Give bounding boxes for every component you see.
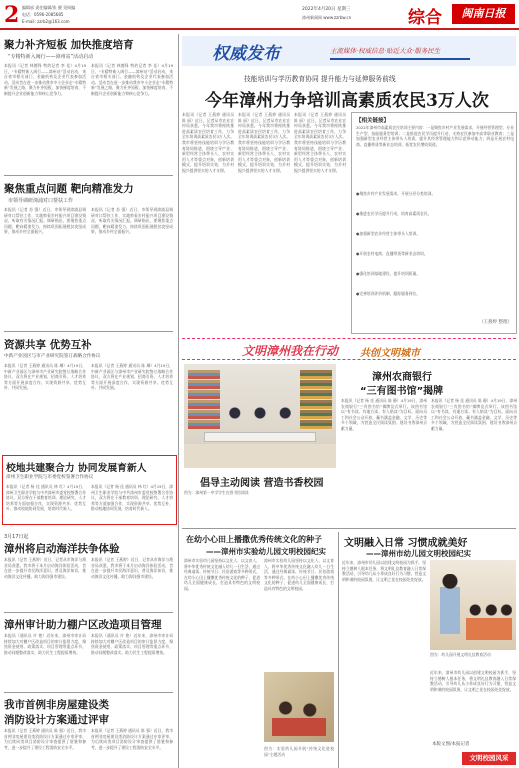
photo-headline: 倡导主动阅读 营造书香校园: [200, 478, 324, 489]
article-body-continued: 本报讯（记者 王燕婷 通讯员 陈 强）近日，我市首例非房屋建设类消防设计方案通过专家评审，为后续同类项目消防设计审查提供了借鉴和参考，进一步提升了建设工程消防安全水平。: [91, 728, 173, 750]
child-figures: [272, 696, 326, 736]
photo-caption: 图为：幼儿园开展文明礼仪教育活动: [430, 652, 491, 657]
page-number: 2: [4, 2, 20, 28]
article-body-continued: 本报讯（通讯员 许 艳）近年来，漳州市审计局持续加大对棚户区改造项目的审计监督力度，聚焦资金使用、政策落实、项目管理等重点环节，推动问题整改落实，助力民生工程提质增效。: [91, 633, 173, 655]
left-column: [0, 33, 177, 768]
banner-accent: [330, 58, 470, 60]
newspaper-logo: 闽南日报: [452, 4, 515, 24]
section-footer-tag: 文明校园风采: [462, 752, 516, 765]
phone-line: 电话：0596-2085685: [22, 12, 64, 17]
column-divider: [338, 532, 339, 768]
article-body-continued: 本报讯（记者 王燕婷 通讯员 陈 琳）4月19日，中新产业园区与漳州市产业研究院签订战略合作协议，双方将在产业规划、招商引资、人才培养等方面开展深度合作，实现资源共享、优势互补、共同发展。: [91, 363, 173, 391]
teacher-figure: [440, 574, 460, 634]
feature-banner: [182, 36, 516, 66]
article-title: 漳州审计助力棚户区改造项目管理: [4, 619, 162, 631]
box-credit: （王燕婷 整理）: [479, 320, 512, 325]
article-body-continued: 本报讯（记者 苏 强）近日，市领导到漳浦县调研对口帮扶工作，实地察看乡村振兴项目建设情况，听取有关情况汇报。调研指出，要聚焦重点问题，靶向精准发力，持续巩固拓展脱贫攻坚成果，推动乡村全面振兴。: [91, 207, 173, 235]
story-title-line2: “三有图书馆”揭牌: [360, 386, 444, 397]
bottom-article-title: 文明融入日常 习惯成就美好: [344, 538, 468, 549]
article-body: 本报讯（记者 林德锋 特约记者 李 佳）4月19日，“专精特新入闽行——漳州站”活动启动，来自省市相关部门、金融机构及企业代表参加活动。活动旨在进一步推动我市中小企业走“专精特新”发展之路，聚力补齐短板，加快梯度培育，不断提升企业创新能力和核心竞争力。: [4, 63, 86, 96]
column-divider: [178, 34, 179, 768]
credit-line: 本版文图/本报记者: [432, 742, 470, 747]
article-body: 本报讯（通讯员 许 艳）近年来，漳州市审计局持续加大对棚户区改造项目的审计监督力度，聚焦资金使用、政策落实、项目管理等重点环节，推动问题整改落实，助力民生工程提质增效。: [4, 633, 86, 655]
article-subtitle: 漳州卫生职业学院与市委党校签署合作协议: [6, 475, 94, 480]
article-kicker: 3月17日起: [4, 534, 29, 540]
box-item: ●强化培训基地建设，提升培训质量。: [356, 271, 421, 276]
divider: [4, 612, 173, 613]
editor-line: 编辑部 责任编辑/张 健 见网编: [22, 5, 76, 10]
box-item: ●加强新型农业经营主体带头人培训。: [356, 231, 421, 236]
article-body: 本报讯（记者 杨 佳 通讯员 林 红）4月19日，漳州卫生职业学院与中共漳州市委党校签署合作协议，双方将在干部教育培训、理论研究、人才培养等方面加强合作，实现资源共享、优势互补，推动校地协同发展，培育时代新人。: [6, 484, 86, 512]
date-line: 2022年4月20日 星期三: [302, 7, 351, 12]
floor: [184, 444, 336, 468]
box-body: 2022年漳州市高素质农民培训主要内容：一是聚焦乡村产业发展需求，开展经营管理型、专业生产型、技能服务型培训；二是推进农民学历提升行动，支持农民参加中高等职业教育；三是加强新型农业经营主体带头人培训，提升其经营管理能力和示范带动能力；四是开展农村电商、直播带货等新业态培训，拓宽农民增收渠道。: [356, 125, 514, 147]
article-subtitle: 市领导调研漳浦对口帮扶工作: [8, 198, 74, 204]
divider: [4, 175, 173, 176]
photo-note: 图为：漳州第一中学学生在图书馆阅读: [184, 490, 249, 495]
related-links-box: [351, 112, 517, 334]
bottom-article-body: 漳州市实验幼儿园坚持以文化人、以文育人，将中华优秀传统文化融入幼儿一日生活，通过经典诵读、传统节日、民俗游戏等多种形式，在幼小心田上播撒优秀传统文化的种子，促进幼儿全面健康成长，打造具有特色的文明校园。: [184, 558, 260, 591]
feature-headline: 今年漳州力争培训高素质农民3万人次: [205, 91, 489, 111]
box-item: ●聚焦乡村产业发展需求，开展分层分类培训。: [356, 191, 436, 196]
article-body: 本报讯（记者 苏 强）近日，市领导到漳浦县调研对口帮扶工作，实地察看乡村振兴项目建设情况，听取有关情况汇报。调研指出，要聚焦重点问题，靶向精准发力，持续巩固拓展脱贫攻坚成果，推动乡村全面振兴。: [4, 207, 86, 235]
bottom-article-body-continued: 漳州市实验幼儿园坚持以文化人、以文育人，将中华优秀传统文化融入幼儿一日生活，通过经典诵读、传统节日、民俗游戏等多种形式，在幼小心田上播撒优秀传统文化的种子，促进幼儿全面健康成长，打造具有特色的文明校园。: [264, 558, 334, 591]
article-title-line2: 消防设计方案通过评审: [4, 714, 109, 726]
children-group: [466, 600, 512, 640]
email-line: E-mail: zzrb2@163.com: [22, 19, 70, 24]
photo-caption: 图为：实验幼儿园开展“传统文化进校园”主题活动: [264, 746, 334, 757]
article-body-continued: 本报讯（记者 林德锋 特约记者 李 佳）4月19日，“专精特新入闽行——漳州站”活动启动，来自省市相关部门、金融机构及企业代表参加活动。活动旨在进一步推动我市中小企业走“专精特新”发展之路，聚力补齐短板，加快梯度培育，不断提升企业创新能力和核心竞争力。: [91, 63, 173, 96]
section-title: 综合: [408, 8, 442, 28]
bottom-article-body: 近年来，漳州市幼儿园以创建文明校园为抓手，坚持立德树人根本任务，将文明礼仪教育融入日常保教活动，引导幼儿从小养成良好行为习惯，营造文明和谐的校园氛围，让文明之花在校园处处绽放。: [342, 560, 426, 582]
story-body: 本报讯（记者 杨 佳 通讯员 陈 静）4月19日，漳州农商银行“三有图书馆”揭牌仪式举行。该图书馆以“有书读、有地方读、有人陪读”为目标，面向员工和社会公众开放，藏书涵盖金融、文学、历史等多个领域，为营造全民阅读氛围、建设书香漳州贡献力量。: [341, 398, 427, 431]
article-title: 漳州将启动海洋扶争体验: [4, 543, 120, 555]
article-title: 聚力补齐短板 加快推度培育: [4, 39, 134, 51]
box-title: 【相关链接】: [356, 118, 390, 124]
article-title: 校地共建聚合力 协同发展育新人: [6, 463, 147, 474]
article-title: 我市首例非房屋建设类: [4, 699, 109, 711]
article-subtitle: “专精特新入闽行——漳州站”活动启动: [8, 54, 94, 60]
banner-subtitle: 主流媒体·权威信息·贴近大众·服务民生: [330, 47, 441, 55]
box-item: ●开展农村电商、直播带货等新业态培训。: [356, 251, 428, 256]
civil-banner: [182, 338, 516, 360]
kindergarten-photo: [264, 672, 334, 742]
banner-title: 权威发布: [212, 44, 280, 64]
feature-body-col2: 本报讯（记者 王燕婷 通讯员 陈 丽）近日，记者从市农业农村局获悉，今年我市将持续推进高素质农民培育工作，力争全年培训高素质农民3万人次。我市将坚持技能培训与学历教育协同推进，围绕主导产业、新型经营主体带头人、农村实用人才等重点对象，创新培训模式，提升培训实效，为乡村振兴提供坚实的人才支撑。: [238, 112, 290, 173]
feature-kicker: 技能培训与学历教育协同 提升能力与延伸服务前线: [244, 75, 396, 83]
civil-banner-title: 文明漳州我在行动: [242, 344, 339, 358]
feature-body-col3: 本报讯（记者 王燕婷 通讯员 陈 丽）近日，记者从市农业农村局获悉，今年我市将持续推进高素质农民培育工作，力争全年培训高素质农民3万人次。我市将坚持技能培训与学历教育协同推进，围绕主导产业、新型经营主体带头人、农村实用人才等重点对象，创新培训模式，提升培训实效，为乡村振兴提供坚实的人才支撑。: [294, 112, 346, 173]
bookshelf-left: [188, 370, 220, 430]
issue-line: 漳州新闻网 www.zzrbw.cn: [302, 15, 352, 20]
article-body: 本报讯（记者 王燕婷 通讯员 陈 琳）4月19日，中新产业园区与漳州市产业研究院签订战略合作协议，双方将在产业规划、招商引资、人才培养等方面开展深度合作，实现资源共享、优势互补、共同发展。: [4, 363, 86, 391]
article-body-continued: 本报讯（记者 杨 佳 通讯员 林 红）4月19日，漳州卫生职业学院与中共漳州市委党校签署合作协议，双方将在干部教育培训、理论研究、人才培养等方面加强合作，实现资源共享、优势互补，推动校地协同发展，培育时代新人。: [91, 484, 173, 512]
story-title: 漳州农商银行: [372, 372, 432, 383]
article-body: 本报讯（记者 王燕婷）近日，记者从市海洋与渔业局获悉，我市将于本月启动海洋体验活动，旨在进一步提升市民海洋意识，普及海洋知识，推动海洋文化传播，助力海洋强市建设。: [4, 557, 86, 579]
box-item: ●完善培训评价机制，跟踪服务到位。: [356, 291, 421, 296]
students: [224, 404, 296, 434]
highlighted-article: [2, 455, 177, 525]
bookshelf-right: [300, 370, 332, 430]
article-title: 聚焦重点问题 靶向精准发力: [4, 183, 134, 195]
masthead: [0, 0, 519, 30]
bottom-article-subtitle: ——漳州市实验幼儿园文明校园纪实: [206, 547, 326, 556]
article-title: 资源共享 优势互补: [4, 339, 92, 351]
divider: [4, 331, 173, 332]
class-photo: [430, 560, 516, 650]
library-photo: [184, 364, 336, 468]
bottom-article-subtitle: ——漳州市幼儿园文明校园纪实: [366, 549, 471, 558]
feature-body: 本报讯（记者 王燕婷 通讯员 陈 丽）近日，记者从市农业农村局获悉，今年我市将持续推进高素质农民培育工作，力争全年培训高素质农民3万人次。我市将坚持技能培训与学历教育协同推进，围绕主导产业、新型经营主体带头人、农村实用人才等重点对象，创新培训模式，提升培训实效，为乡村振兴提供坚实的人才支撑。: [182, 112, 234, 173]
bottom-article-body-continued: 近年来，漳州市幼儿园以创建文明校园为抓手，坚持立德树人根本任务，将文明礼仪教育融入日常保教活动，引导幼儿从小养成良好行为习惯，营造文明和谐的校园氛围，让文明之花在校园处处绽放。: [430, 670, 516, 692]
divider: [4, 692, 173, 693]
bottom-article-title: 在幼小心田上播撒优秀传统文化的种子: [186, 535, 322, 544]
article-body: 本报讯（记者 王燕婷 通讯员 陈 强）近日，我市首例非房屋建设类消防设计方案通过专家评审，为后续同类项目消防设计审查提供了借鉴和参考，进一步提升了建设工程消防安全水平。: [4, 728, 86, 750]
divider: [182, 528, 516, 529]
civil-banner-right: 共创文明城市: [360, 348, 420, 359]
box-item: ●推进农民学历提升行动，培育高素质农民。: [356, 211, 432, 216]
story-body-continued: 本报讯（记者 杨 佳 通讯员 陈 静）4月19日，漳州农商银行“三有图书馆”揭牌仪式举行。该图书馆以“有书读、有地方读、有人陪读”为目标，面向员工和社会公众开放，藏书涵盖金融、文学、历史等多个领域，为营造全民阅读氛围、建设书香漳州贡献力量。: [431, 398, 517, 431]
article-subtitle: 中新产业园区与市产业研究院签订战略合作协议: [4, 354, 101, 359]
article-body-continued: 本报讯（记者 王燕婷）近日，记者从市海洋与渔业局获悉，我市将于本月启动海洋体验活动，旨在进一步提升市民海洋意识，普及海洋知识，推动海洋文化传播，助力海洋强市建设。: [91, 557, 173, 579]
